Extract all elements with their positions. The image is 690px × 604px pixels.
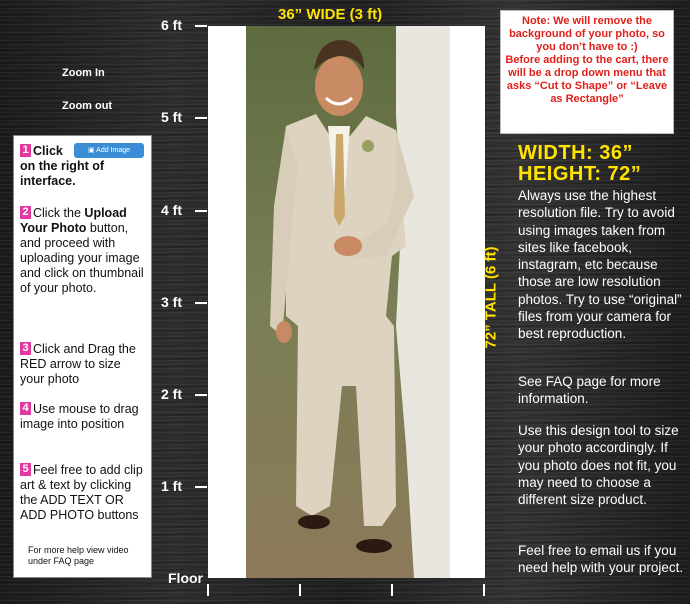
ruler-tick: [195, 25, 207, 27]
step-3: [20, 342, 148, 387]
width-label: 36” WIDE (3 ft): [278, 6, 383, 23]
add-image-label: Add Image: [96, 147, 131, 154]
add-image-button[interactable]: [74, 143, 144, 158]
ruler-tick: [195, 302, 207, 304]
man-in-suit-photo: [246, 26, 450, 578]
ruler-label-2ft: 2 ft: [161, 386, 182, 402]
ruler-tick: [195, 210, 207, 212]
bottom-tick: [207, 584, 209, 596]
step-5: [20, 463, 148, 523]
bottom-tick: [483, 584, 485, 596]
step-text: Feel free to add clip art & text by clicking the ADD TEXT OR ADD PHOTO buttons: [20, 463, 143, 522]
sizing-tip: Use this design tool to size your photo accordingly. If you photo does not fit, you may need to choose a different size product.: [518, 423, 679, 508]
note-line: Before adding to the cart, there will be a drop down menu that asks “Cut to Shape” or “Leave as Rectangle”: [505, 54, 669, 105]
step-number-badge: 3: [20, 342, 31, 355]
width-dimension: WIDTH: 36”: [518, 142, 633, 164]
help-note: For more help view video under FAQ page: [28, 545, 129, 566]
floor-label: Floor: [168, 570, 203, 586]
ruler-tick: [195, 394, 207, 396]
zoom-out-button[interactable]: Zoom out: [62, 100, 113, 112]
bottom-tick: [391, 584, 393, 596]
background-removal-note: [500, 10, 674, 134]
height-dimension: HEIGHT: 72”: [518, 163, 642, 185]
step-text: Use mouse to drag image into position: [20, 402, 139, 431]
ruler-label-1ft: 1 ft: [161, 478, 182, 494]
note-line: Note: We will remove the background of your photo, so you don’t have to :): [509, 15, 665, 53]
step-number-badge: 1: [20, 144, 31, 157]
zoom-in-button[interactable]: Zoom In: [62, 67, 105, 79]
faq-tip: See FAQ page for more information.: [518, 374, 661, 407]
email-tip: Feel free to email us if you need help with your project.: [518, 543, 684, 576]
step-text: button, and proceed with uploading your image and click on thumbnail of your photo.: [20, 221, 144, 295]
step-text: Click and Drag the RED arrow to size your photo: [20, 342, 136, 386]
step-text: Click the: [33, 206, 81, 220]
bottom-tick: [299, 584, 301, 596]
image-icon: ▣: [87, 147, 97, 154]
step-text-emphasis: Upload Your Photo: [20, 206, 127, 235]
ruler-tick: [195, 486, 207, 488]
step-4: [20, 402, 148, 432]
step-text: Click: [33, 144, 63, 158]
ruler-label-4ft: 4 ft: [161, 202, 182, 218]
uploaded-photo[interactable]: [246, 26, 450, 578]
ruler-label-6ft: 6 ft: [161, 17, 182, 33]
step-2: [20, 206, 148, 296]
ruler-tick: [195, 117, 207, 119]
resolution-tip: Always use the highest resolution file. Try to avoid using images taken from sites like facebook, instagram, etc because those are low resolution photos. Try to use “original” files from your camera for best reproduction.: [518, 188, 682, 342]
height-label: 72” TALL (6 ft): [482, 246, 500, 349]
step-number-badge: 5: [20, 463, 31, 476]
step-number-badge: 4: [20, 402, 31, 415]
step-number-badge: 2: [20, 206, 31, 219]
instructions-panel: [13, 135, 152, 578]
ruler-label-5ft: 5 ft: [161, 109, 182, 125]
ruler-label-3ft: 3 ft: [161, 294, 182, 310]
step-text: on the right of interface.: [20, 159, 105, 188]
